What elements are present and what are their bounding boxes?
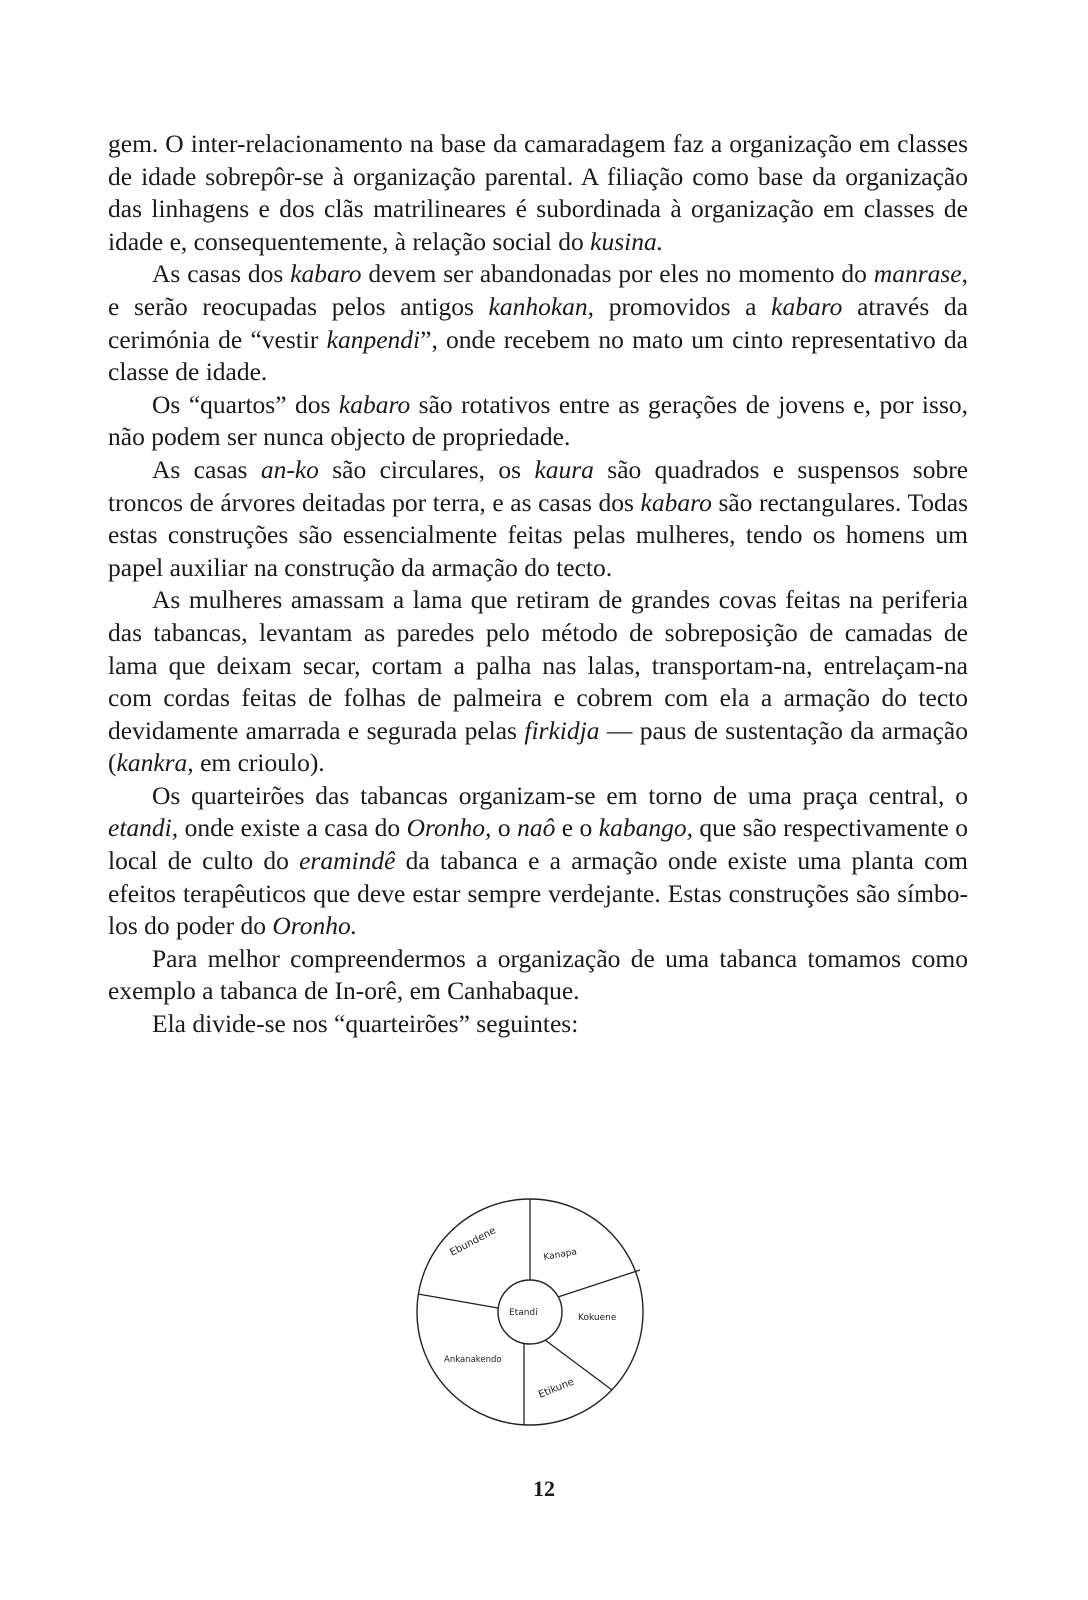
p7-run-0: Para melhor compreendermos a organização de uma tabanca tomamos como exemplo a tabanca de In-orê, em Canhabaque. (108, 943, 968, 1006)
paragraph-1 (108, 128, 968, 258)
sector-label-right: Kokuene (578, 1313, 617, 1323)
p6-run-4: o (491, 813, 518, 843)
p6-run-0: Os quarteirões das tabancas organizam-se em torno de uma praça central, o (152, 780, 968, 810)
divider-right (558, 1270, 640, 1297)
p4-run-5: kabaro (640, 487, 712, 517)
p5-run-1: firkidja (524, 715, 600, 745)
p5-run-2: — paus de sustentação da armação ( (108, 715, 968, 778)
sector-label-top-right: Kanapa (542, 1247, 578, 1263)
p2-run-10: ”, onde recebem no mato um cinto representativo da classe de idade. (108, 324, 969, 387)
p4-run-3: kaura (534, 454, 594, 484)
p3-run-0: Os “quartos” dos (152, 389, 339, 419)
p2-run-0: As casas dos (152, 259, 291, 289)
paragraph-6 (108, 780, 968, 943)
p6-run-1: etandi, (108, 813, 179, 843)
p4-run-1: an-ko (260, 454, 319, 484)
paragraph-8 (108, 1008, 968, 1041)
p2-run-1: kabaro (290, 259, 362, 289)
p6-run-3: Oronho, (406, 813, 492, 843)
sector-label-top-left: Ebundene (448, 1225, 498, 1259)
divider-left (418, 1294, 498, 1308)
p1-run-0: gem. O inter-relacionamento na base da camaradagem faz a organização em classes de idade sobrepôr-se à organização parental. A filiação como base da organização das linhagens e dos clãs matrilineares é subordinada à organização em classes de idade e, consequentemente, à relação social do (108, 129, 968, 256)
center-label: Etandi (509, 1308, 538, 1318)
p2-run-5: kanhokan, (488, 291, 595, 321)
p6-run-5: naô (517, 813, 556, 843)
p5-run-4: em crioulo). (193, 748, 325, 778)
sector-label-left: Ankanakendo (444, 1355, 502, 1365)
p2-run-4: , e serão reocupadas pelos antigos (108, 259, 968, 321)
p5-run-0: As mulheres amassam a lama que retiram de grandes covas feitas na periferia das tabancas, levantam as paredes pelo método de sobreposição de camadas de lama que deixam secar, cortam a palha nas lalas, transportam-na, entrelaçam-na com cordas feitas de folhas de palmeira e cobrem com ela a armação do tecto devidamente amarrada e segurada pelas (108, 585, 968, 745)
page-body (108, 128, 968, 1041)
p1-run-1: kusina. (590, 226, 664, 256)
p6-run-9: eramindê (299, 846, 396, 876)
p8-run-0: Ela divide-se nos “quarteirões” seguintes: (152, 1009, 579, 1039)
paragraph-4 (108, 454, 968, 584)
p6-run-2: onde existe a casa do (178, 813, 407, 843)
page-number: 12 (533, 1476, 555, 1501)
p2-run-6: promovidos a (594, 291, 772, 321)
p3-run-1: kabaro (338, 389, 411, 419)
paragraph-2 (108, 258, 968, 388)
p4-run-4: são quadrados e suspensos sobre troncos de árvores deitadas por terra, e as casas dos (108, 454, 969, 517)
p4-run-6: são rectangulares. Todas estas construções são essencialmente feitas pelas mulheres, tendo os homens um papel auxiliar na construção da armação do tecto. (108, 487, 968, 582)
p2-run-3: manrase (873, 259, 962, 289)
paragraph-5 (108, 584, 968, 780)
p2-run-9: kanpendi (326, 324, 421, 354)
p2-run-7: kabaro (771, 291, 843, 321)
p6-run-11: Oronho. (272, 911, 358, 941)
p4-run-0: As casas (152, 454, 261, 484)
quarteiroes-diagram (412, 1194, 648, 1430)
paragraph-7 (108, 943, 968, 1008)
p6-run-7: kabango, (598, 813, 693, 843)
p5-run-3: kankra, (116, 748, 194, 778)
p6-run-8: que são respectivamente o local de culto do (108, 813, 968, 876)
p2-run-8: através da cerimónia de “vestir (108, 291, 969, 354)
p2-run-2: devem ser abandonadas por eles no momento do (361, 259, 874, 289)
p6-run-6: e o (555, 813, 599, 843)
paragraph-3 (108, 389, 968, 454)
p4-run-2: são circulares, os (318, 454, 535, 484)
sector-label-bottom: Etikune (537, 1376, 576, 1401)
p6-run-10: da tabanca e a armação onde existe uma planta com efeitos terapêuticos que deve estar sempre verdejante. Estas construções são símbolos do poder do (108, 846, 968, 941)
p3-run-2: são rotativos entre as gerações de jovens e, por isso, não podem ser nunca objecto de propriedade. (108, 389, 968, 452)
